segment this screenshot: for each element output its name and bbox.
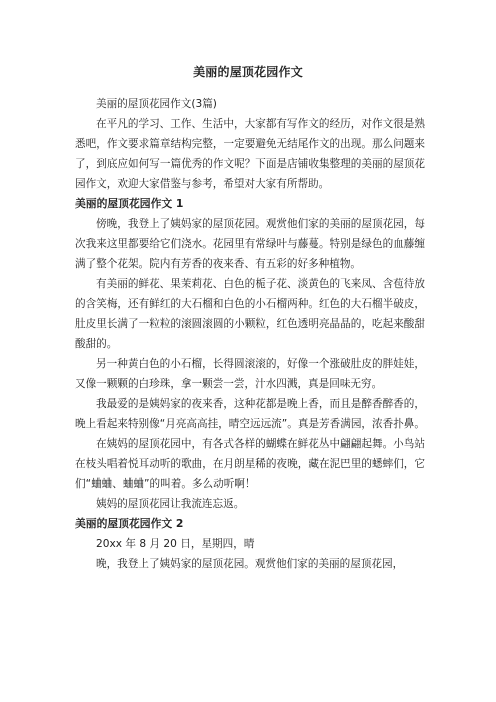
essay-1-paragraph: 有美丽的鲜花、果茉莉花、白色的栀子花、淡黄色的飞来凤、含苞待放的含笑梅，还有鲜红的大石榴和白色的小石榴两种。红色的大石榴半破皮，肚皮里长满了一粒粒的滚圆滚圆的小颗粒，红色透明亮晶晶的，吃起来酸甜酸甜的。 bbox=[75, 278, 425, 350]
document-title: 美丽的屋顶花园作文 bbox=[193, 65, 303, 79]
essay-2-paragraph: 20xx 年 8 月 20 日，星期四，晴 bbox=[96, 538, 255, 550]
intro-heading: 美丽的屋顶花园作文(3篇) bbox=[96, 98, 217, 110]
intro-paragraph: 在平凡的学习、工作、生活中，大家都有写作文的经历，对作文很是熟悉吧，作文要求篇章结构完整，一定要避免无结尾作文的出现。那么问题来了，到底应如何写一篇优秀的作文呢？下面是店铺收集整理的美丽的屋顶花园作文，欢迎大家借鉴与参考，希望对大家有所帮助。 bbox=[75, 118, 425, 190]
essay-1-paragraph: 我最爱的是姨妈家的夜来香，这种花都是晚上香，而且是醉香醉香的，晚上看起来特别像“月亮高高挂，晴空远远流”。真是芳香满园，浓香扑鼻。 bbox=[75, 398, 425, 430]
essay-1-paragraph: 另一种黄白色的小石榴，长得圆滚滚的，好像一个涨破肚皮的胖娃娃，又像一颗颗的白珍珠，拿一颗尝一尝，汁水四溅，真是回味无穷。 bbox=[75, 358, 425, 390]
essay-1-paragraph: 在姨妈的屋顶花园中，有各式各样的蝴蝶在鲜花丛中翩翩起舞。小鸟站在枝头唱着悦耳动听的歌曲，在月朗星稀的夜晚，藏在泥巴里的蟋蟀们，它们“蛐蛐、蛐蛐”的叫着。多么动听啊！ bbox=[75, 438, 425, 490]
essay-1-paragraph: 傍晚，我登上了姨妈家的屋顶花园。观赏他们家的美丽的屋顶花园，每次我来这里都要给它们浇水。花园里有常绿叶与藤蔓。特别是绿色的血藤缠满了整个花架。院内有芳香的夜来香、有五彩的好多种植物。 bbox=[75, 218, 425, 270]
essay-2-heading: 美丽的屋顶花园作文 2 bbox=[75, 517, 184, 530]
essay-2-paragraph: 晚，我登上了姨妈家的屋顶花园。观赏他们家的美丽的屋顶花园， bbox=[96, 558, 404, 570]
essay-1-paragraph: 姨妈的屋顶花园让我流连忘返。 bbox=[96, 498, 245, 510]
document-body bbox=[75, 94, 425, 574]
essay-1-heading: 美丽的屋顶花园作文 1 bbox=[75, 197, 184, 210]
